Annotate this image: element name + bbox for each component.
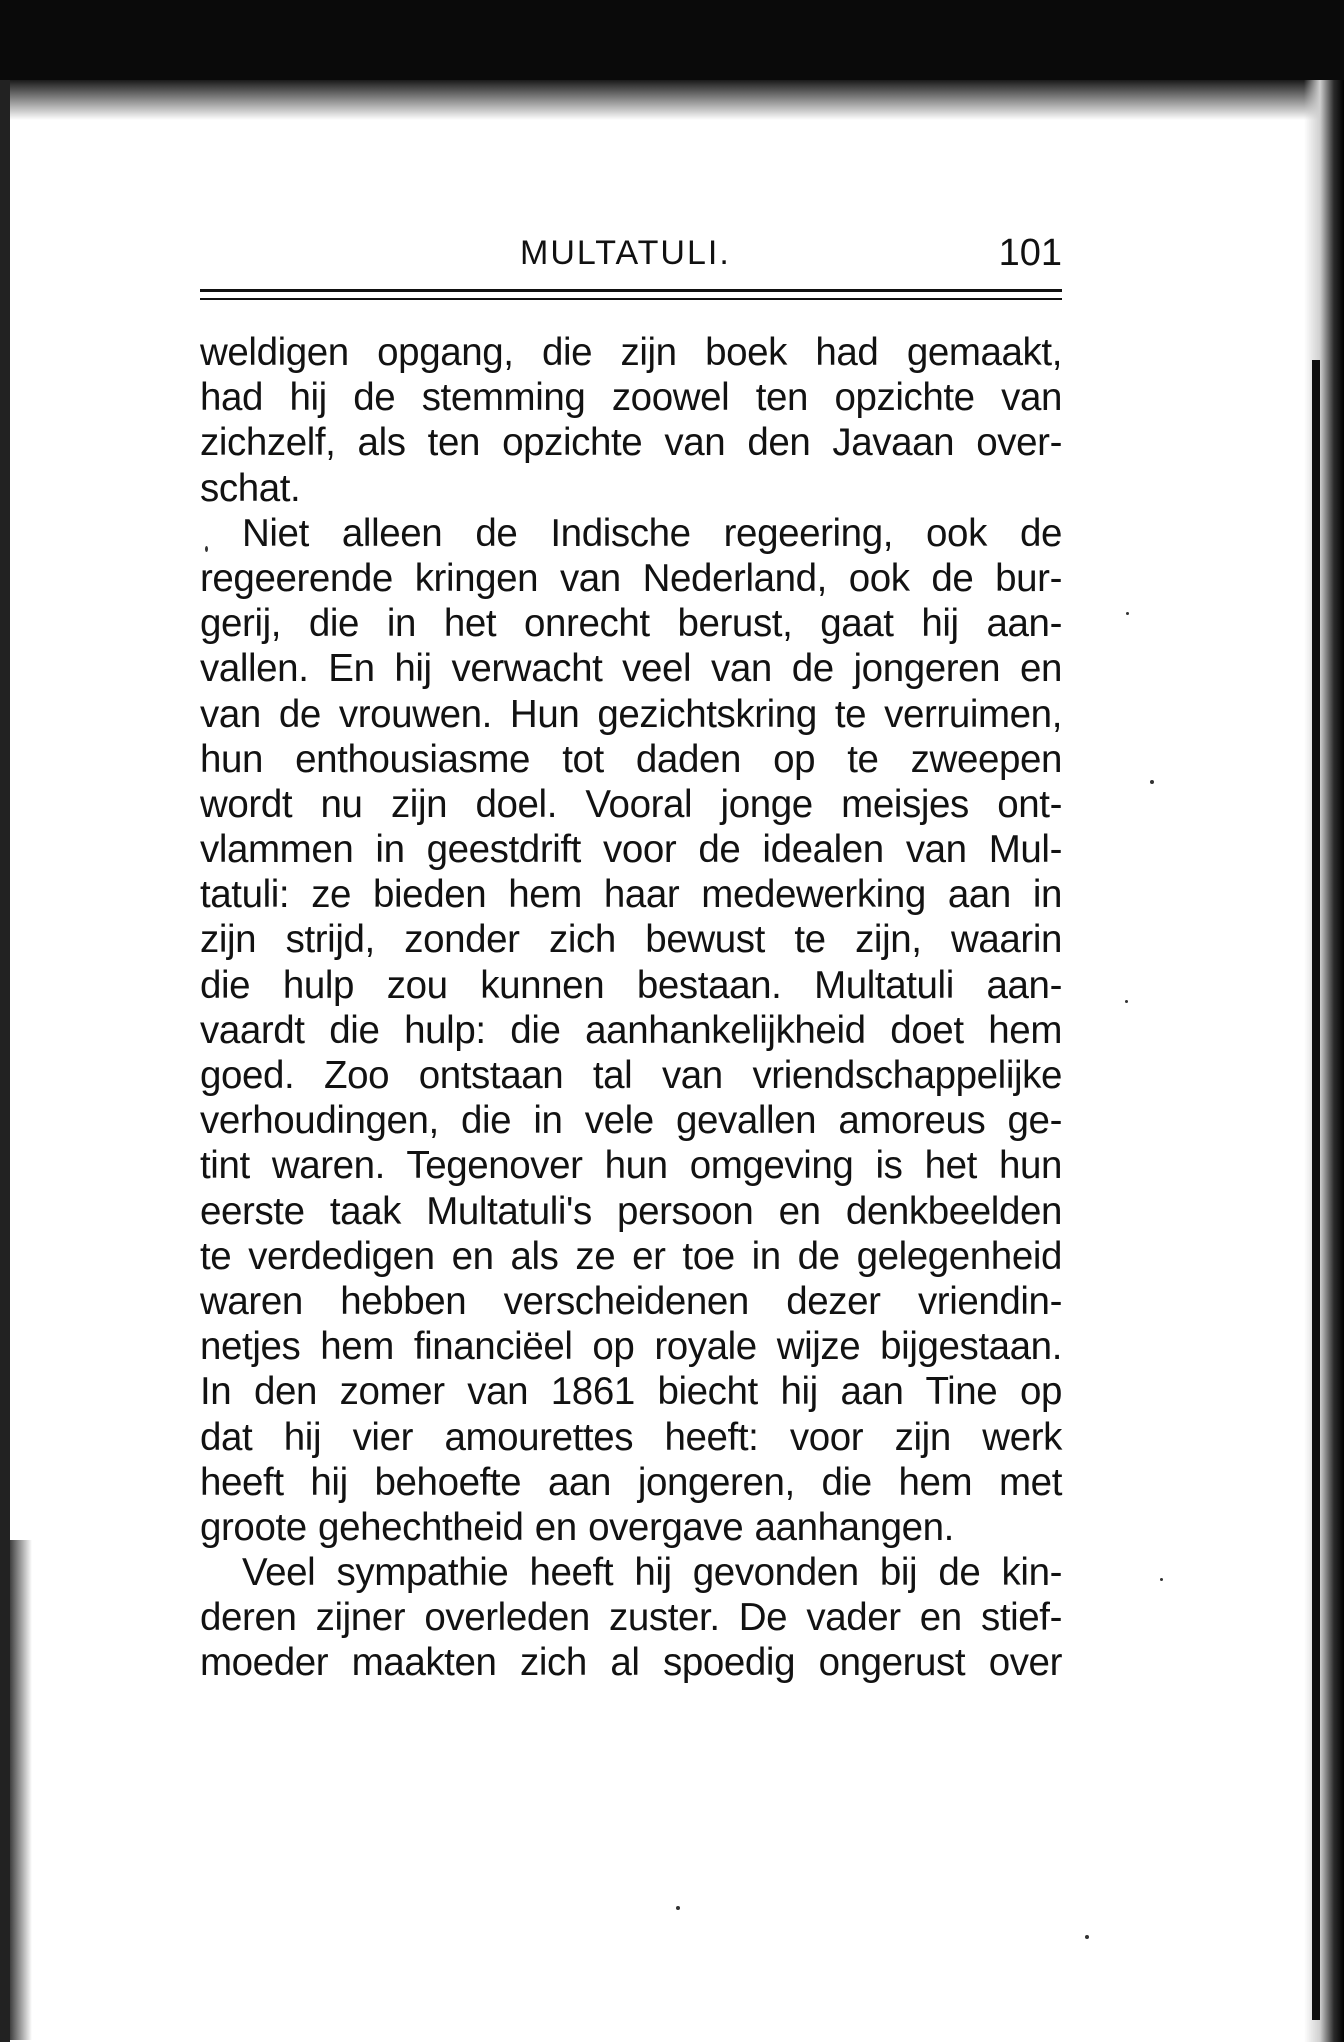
text-line: Veel sympathie heeft hij gevonden bij de kin- xyxy=(242,1551,1062,1595)
text-line: had hij de stemming zoowel ten opzichte van xyxy=(200,376,1062,420)
page-header xyxy=(200,228,1062,288)
page-number: 101 xyxy=(998,232,1062,274)
header-rule-bottom xyxy=(200,298,1062,300)
text-line: heeft hij behoefte aan jongeren, die hem met xyxy=(200,1460,1062,1504)
text-line: netjes hem financiëel op royale wijze bijgestaan. xyxy=(200,1325,1062,1369)
text-line: van de vrouwen. Hun gezichtskring te verruimen, xyxy=(200,692,1062,736)
text-line: schat. xyxy=(200,466,301,510)
text-line: weldigen opgang, die zijn boek had gemaakt, xyxy=(200,331,1062,374)
running-head: MULTATULI. xyxy=(520,234,731,272)
text-line: moeder maakten zich al spoedig ongerust over xyxy=(200,1641,1062,1685)
text-line: gerij, die in het onrecht berust, gaat hij aan- xyxy=(200,602,1062,646)
scan-left-smudge xyxy=(10,1540,32,2040)
text-line: waren hebben verscheidenen dezer vriendin- xyxy=(200,1279,1062,1323)
text-line: deren zijner overleden zuster. De vader en stief- xyxy=(200,1596,1062,1640)
text-line: tint waren. Tegenover hun omgeving is het hun xyxy=(200,1144,1062,1188)
text-line: eerste taak Multatuli's persoon en denkbeelden xyxy=(200,1189,1062,1233)
text-line: hun enthousiasme tot daden op te zweepen xyxy=(200,737,1062,781)
text-line: goed. Zoo ontstaan tal van vriendschappelijke xyxy=(200,1054,1062,1097)
text-line: vallen. En hij verwacht veel van de jongeren en xyxy=(200,647,1062,691)
scan-dark-right-edge xyxy=(1304,80,1344,2042)
text-line: vlammen in geestdrift voor de idealen van Mul- xyxy=(200,828,1062,872)
header-rule-top xyxy=(200,289,1062,292)
text-line: vaardt die hulp: die aanhankelijkheid doet hem xyxy=(200,1008,1062,1052)
text-line: groote gehechtheid en overgave aanhangen. xyxy=(200,1505,954,1549)
scan-top-shadow xyxy=(0,80,1344,120)
text-line: dat hij vier amourettes heeft: voor zijn werk xyxy=(200,1415,1062,1459)
text-line: In den zomer van 1861 biecht hij aan Tine op xyxy=(200,1370,1062,1414)
text-line: zijn strijd, zonder zich bewust te zijn, waarin xyxy=(200,918,1062,962)
scan-dark-left-edge xyxy=(0,80,10,2042)
text-line: zichzelf, als ten opzichte van den Javaan over- xyxy=(200,421,1062,465)
text-line: Niet alleen de Indische regeering, ook de xyxy=(242,511,1062,555)
scan-right-bar xyxy=(1312,360,1320,2020)
text-line: regeerende kringen van Nederland, ook de bur- xyxy=(200,556,1062,600)
text-line: verhoudingen, die in vele gevallen amoreus ge- xyxy=(200,1099,1062,1143)
text-line: wordt nu zijn doel. Vooral jonge meisjes ont- xyxy=(200,782,1062,826)
text-line: tatuli: ze bieden hem haar medewerking aan in xyxy=(200,873,1062,917)
scan-dark-top-edge xyxy=(0,0,1344,80)
text-line: te verdedigen en als ze er toe in de gelegenheid xyxy=(200,1234,1062,1278)
body-text xyxy=(200,330,1062,1686)
text-line: die hulp zou kunnen bestaan. Multatuli aan- xyxy=(200,963,1062,1007)
